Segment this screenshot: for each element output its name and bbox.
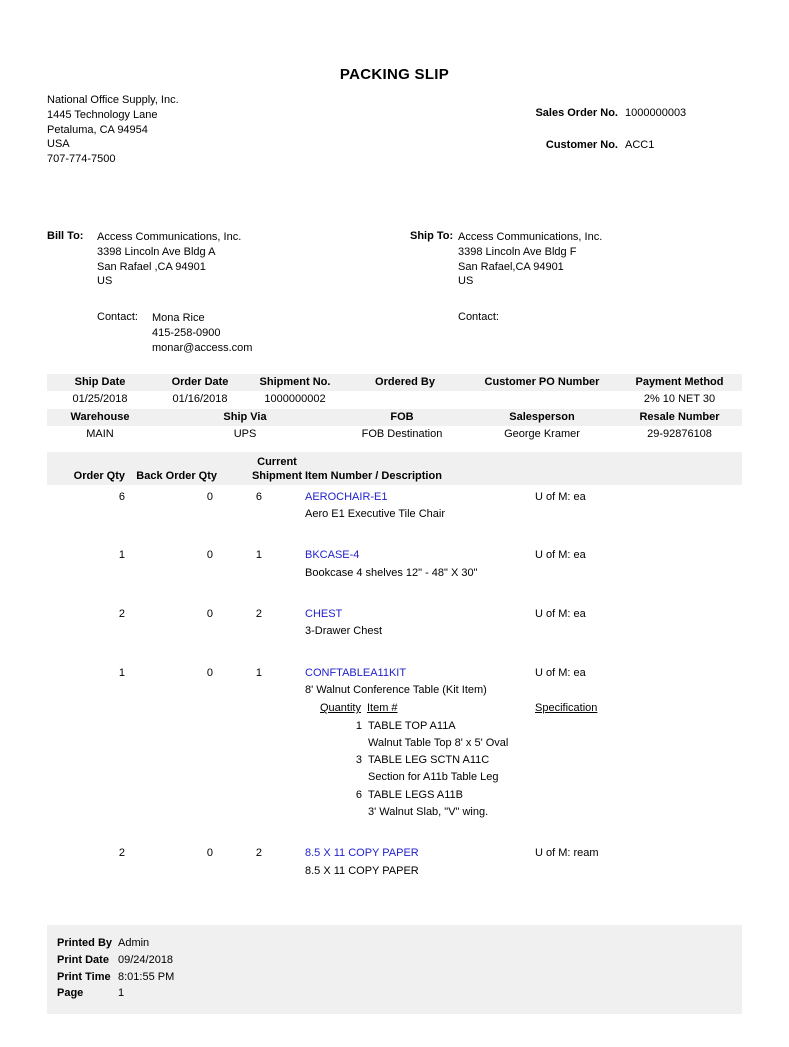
col-header-fob: FOB [390,410,414,423]
item-description: Aero E1 Executive Tile Chair [305,508,446,521]
bill-contact-email: monar@access.com [152,341,253,354]
ship-to-address-line2: San Rafael,CA 94901 [458,260,564,273]
kit-component-row [305,787,742,804]
sales-order-number: 1000000003 [625,107,687,119]
page-number-row [57,985,742,1002]
shipping-value-row [47,391,742,409]
bill-contact-phone: 415-258-0900 [152,327,221,340]
col-header-payment-method: Payment Method [635,375,724,388]
bill-to-name: Access Communications, Inc. [97,230,242,243]
item-number-link[interactable]: CONFTABLEA11KIT [305,666,407,679]
bill-to-address-line1: 3398 Lincoln Ave Bldg A [97,245,216,258]
col-header-item-description: Item Number / Description [305,469,442,482]
printed-by-label: Printed By [57,936,113,949]
company-address-line1: 1445 Technology Lane [47,108,158,121]
print-time-row [57,969,742,986]
kit-component-detail: Walnut Table Top 8' x 5' Oval [368,736,509,749]
col-header-warehouse: Warehouse [70,410,130,423]
line-item-row [47,606,742,641]
col-header-ordered-by: Ordered By [375,375,435,388]
customer-number-value: ACC1 [625,139,655,151]
ship-contact-block [410,311,513,356]
col-header-ship-via: Ship Via [223,410,267,423]
line-items-header [47,452,742,485]
logistics-header-row [47,409,742,427]
item-uom: U of M: ea [535,490,586,503]
bill-to-block [47,230,410,289]
col-header-shipment-no: Shipment No. [259,375,331,388]
order-qty-value: 2 [118,847,125,860]
customer-po-value [467,391,617,409]
kit-component-item: TABLE TOP A11A [368,719,456,732]
col-header-customer-po: Customer PO Number [484,375,600,388]
order-numbers-block [535,107,742,167]
item-number-link[interactable]: 8.5 X 11 COPY PAPER [305,847,419,860]
ship-to-address [458,230,602,289]
ship-contact-label: Contact: [458,311,499,324]
shipment-no-value: 1000000002 [264,393,326,406]
current-shipment-value: 2 [255,608,262,621]
item-cell [305,489,535,524]
order-qty-value: 6 [118,490,125,503]
print-date-row [57,952,742,969]
ship-via-value: UPS [233,428,257,441]
ship-to-address-line1: 3398 Lincoln Ave Bldg F [458,245,577,258]
document-title: PACKING SLIP [339,66,450,83]
back-order-qty-value: 0 [206,608,213,621]
item-description: 3-Drawer Chest [305,625,383,638]
line-items-body [47,489,742,880]
kit-component-qty: 6 [355,788,362,801]
order-qty-value: 1 [118,666,125,679]
print-date-label: Print Date [57,953,109,966]
kit-header-item-number: Item # [366,702,398,715]
shipping-header-row [47,374,742,392]
page-number-label: Page [57,987,84,1000]
ordered-by-value [343,391,467,409]
order-date-value: 01/16/2018 [172,393,228,406]
item-number-link[interactable]: AEROCHAIR-E1 [305,490,388,503]
company-name: National Office Supply, Inc. [47,94,179,106]
item-description: 8.5 X 11 COPY PAPER [305,864,419,877]
line-item-row [47,489,742,524]
ship-date-value: 01/25/2018 [72,393,128,406]
order-qty-value: 1 [118,549,125,562]
item-number-link[interactable]: CHEST [305,608,343,621]
col-header-resale-number: Resale Number [639,410,720,423]
kit-header-row [305,700,742,717]
kit-components-table [305,700,742,821]
kit-component-item: TABLE LEGS A11B [368,788,463,801]
bill-to-label: Bill To: [47,229,84,242]
print-time-label: Print Time [57,970,111,983]
line-item-row-kit [47,665,742,822]
salesperson-value: George Kramer [504,428,580,441]
contacts-section [47,311,742,356]
current-shipment-header-line1: Current [257,455,297,468]
printed-by-value: Admin [118,936,150,949]
print-time-value: 8:01:55 PM [118,970,175,983]
company-address-block [47,93,179,167]
print-date-value: 09/24/2018 [118,953,174,966]
kit-component [305,752,742,787]
company-phone: 707-774-7500 [47,153,116,166]
kit-component-row [305,718,742,735]
document-header [47,93,742,167]
col-header-order-qty: Order Qty [73,469,125,482]
item-number-link[interactable]: BKCASE-4 [305,549,360,562]
item-cell [305,665,535,700]
current-shipment-value: 6 [255,490,262,503]
back-order-qty-value: 0 [206,847,213,860]
ship-to-name: Access Communications, Inc. [458,230,603,243]
item-uom: U of M: ea [535,549,586,562]
col-header-order-date: Order Date [171,375,229,388]
order-summary-tables [47,374,742,444]
kit-component-detail: 3' Walnut Slab, "V" wing. [368,806,489,819]
kit-component [305,718,742,753]
logistics-value-row [47,426,742,444]
kit-component-item: TABLE LEG SCTN A11C [368,754,490,767]
current-shipment-value: 1 [255,666,262,679]
kit-component [305,787,742,822]
col-header-ship-date: Ship Date [74,375,126,388]
item-description: 8' Walnut Conference Table (Kit Item) [305,683,487,696]
ship-to-label: Ship To: [410,229,454,242]
current-shipment-value: 1 [255,549,262,562]
kit-component-qty: 3 [355,754,362,767]
kit-component-qty: 1 [355,719,362,732]
item-cell [305,845,535,880]
customer-number-label: Customer No. [545,139,618,151]
payment-method-value: 2% 10 NET 30 [643,393,716,406]
item-cell [305,547,535,582]
warehouse-value: MAIN [86,428,114,441]
page-number-value: 1 [118,987,125,1000]
resale-number-value: 29-92876108 [647,428,712,441]
col-header-back-order-qty: Back Order Qty [136,469,217,482]
ship-to-block [410,230,602,289]
bill-contact-block [47,311,410,356]
kit-component-detail: Section for A11b Table Leg [368,771,499,784]
item-description: Bookcase 4 shelves 12" - 48" X 30" [305,566,478,579]
kit-header-specification: Specification [535,702,598,715]
kit-component-row [305,752,742,769]
bill-contact-name: Mona Rice [152,312,205,325]
fob-value: FOB Destination [361,428,443,441]
bill-contact-details [152,311,252,356]
back-order-qty-value: 0 [206,666,213,679]
bill-to-address [97,230,241,289]
line-item-row [47,547,742,582]
printed-by-row [57,935,742,952]
print-info-footer [47,925,742,1014]
kit-header-quantity: Quantity [320,702,361,715]
col-header-current-shipment [249,455,305,483]
company-address-line2: Petaluma, CA 94954 [47,123,148,136]
item-cell [305,606,535,641]
line-item-row [47,845,742,880]
addresses-section [47,230,742,289]
ship-to-country: US [458,275,474,288]
bill-to-country: US [97,275,113,288]
back-order-qty-value: 0 [206,490,213,503]
item-uom: U of M: ea [535,608,586,621]
sales-order-label: Sales Order No. [535,107,618,119]
company-country: USA [47,138,70,151]
order-qty-value: 2 [118,608,125,621]
bill-to-address-line2: San Rafael ,CA 94901 [97,260,206,273]
bill-contact-label: Contact: [97,311,138,324]
current-shipment-header-line2: Shipment [251,469,303,482]
col-header-salesperson: Salesperson [509,410,575,423]
item-uom: U of M: ea [535,666,586,679]
back-order-qty-value: 0 [206,549,213,562]
item-uom: U of M: ream [535,847,599,860]
current-shipment-value: 2 [255,847,262,860]
